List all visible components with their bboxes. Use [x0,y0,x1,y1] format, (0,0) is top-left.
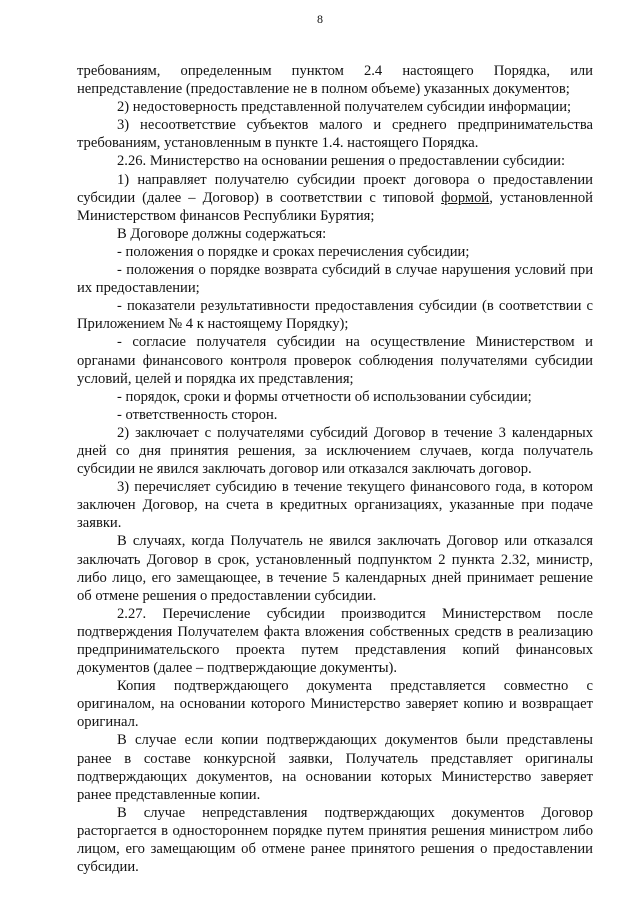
paragraph [77,171,593,225]
paragraph-text: , установленной Министерством финансов Республики Бурятия; [77,189,593,224]
list-item: - показатели результативности предоставления субсидии (в соответствии с Приложением № 4 к настоящему Порядку); [77,298,593,333]
paragraph: 3) перечисляет субсидию в течение текущего финансового года, в котором заключен Договор, на счета в кредитных организациях, указанные при подаче заявки. [77,479,593,532]
document-body [77,62,593,876]
page-number: 8 [317,12,323,26]
paragraph: Копия подтверждающего документа представляется совместно с оригиналом, на основании которого Министерство заверяет копию и возвращает оригинал. [77,678,593,731]
list-item: - положения о порядке возврата субсидий в случае нарушения условий при их предоставлении; [77,262,593,297]
paragraph-text: 1) направляет получателю субсидии проект договора о предоставлении субсидии (далее – Договор) в соответствии с типовой [77,171,593,206]
list-item: - положения о порядке и сроках перечисления субсидии; [117,243,470,260]
list-item: - ответственность сторон. [117,406,278,423]
list-item: - порядок, сроки и формы отчетности об использовании субсидии; [117,388,532,405]
paragraph: В случаях, когда Получатель не явился заключать Договор или отказался заключать Договор в срок, установленный подпунктом 2 пункта 2.32, министр, либо лицо, его замещающее, в течение 5 календарных дней принимает решение об отмене решения о предоставлении субсидии. [77,533,593,604]
paragraph: 2.27. Перечисление субсидии производится Министерством после подтверждения Получателем факта вложения собственных средств в реализацию предпринимательского проекта путем представления копий финансовых документов (далее – подтверждающие документы). [77,605,593,677]
list-item: - согласие получателя субсидии на осуществление Министерством и органами финансового контроля проверок соблюдения получателями субсидии условий, целей и порядка их представления; [77,334,593,387]
paragraph: 2) заключает с получателями субсидий Договор в течение 3 календарных дней со дня принятия решения, за исключением случаев, когда получатель субсидии не явился заключать договор или отказался заключать договор. [77,424,593,478]
paragraph: В Договоре должны содержаться: [117,225,327,242]
paragraph: 3) несоответствие субъектов малого и среднего предпринимательства требованиям, установленным в пункте 1.4. настоящего Порядка. [77,117,593,152]
form-link[interactable]: формой [441,189,490,206]
paragraph: В случае если копии подтверждающих документов были представлены ранее в составе конкурсной заявки, Получатель представляет оригиналы подтверждающих документов, на основании которых Министерство заверяет ранее представленные копии. [77,732,593,803]
paragraph: 2) недостоверность представленной получателем субсидии информации; [117,99,572,116]
paragraph: требованиям, определенным пунктом 2.4 настоящего Порядка, или непредставление (предоставление не в полном объеме) указанных документов; [77,63,593,98]
paragraph: 2.26. Министерство на основании решения о предоставлении субсидии: [117,153,566,170]
paragraph: В случае непредставления подтверждающих документов Договор расторгается в одностороннем порядке путем принятия решения министром либо лицом, его замещающим об отмене ранее принятого решения о предоставлении субсидии. [77,804,593,876]
